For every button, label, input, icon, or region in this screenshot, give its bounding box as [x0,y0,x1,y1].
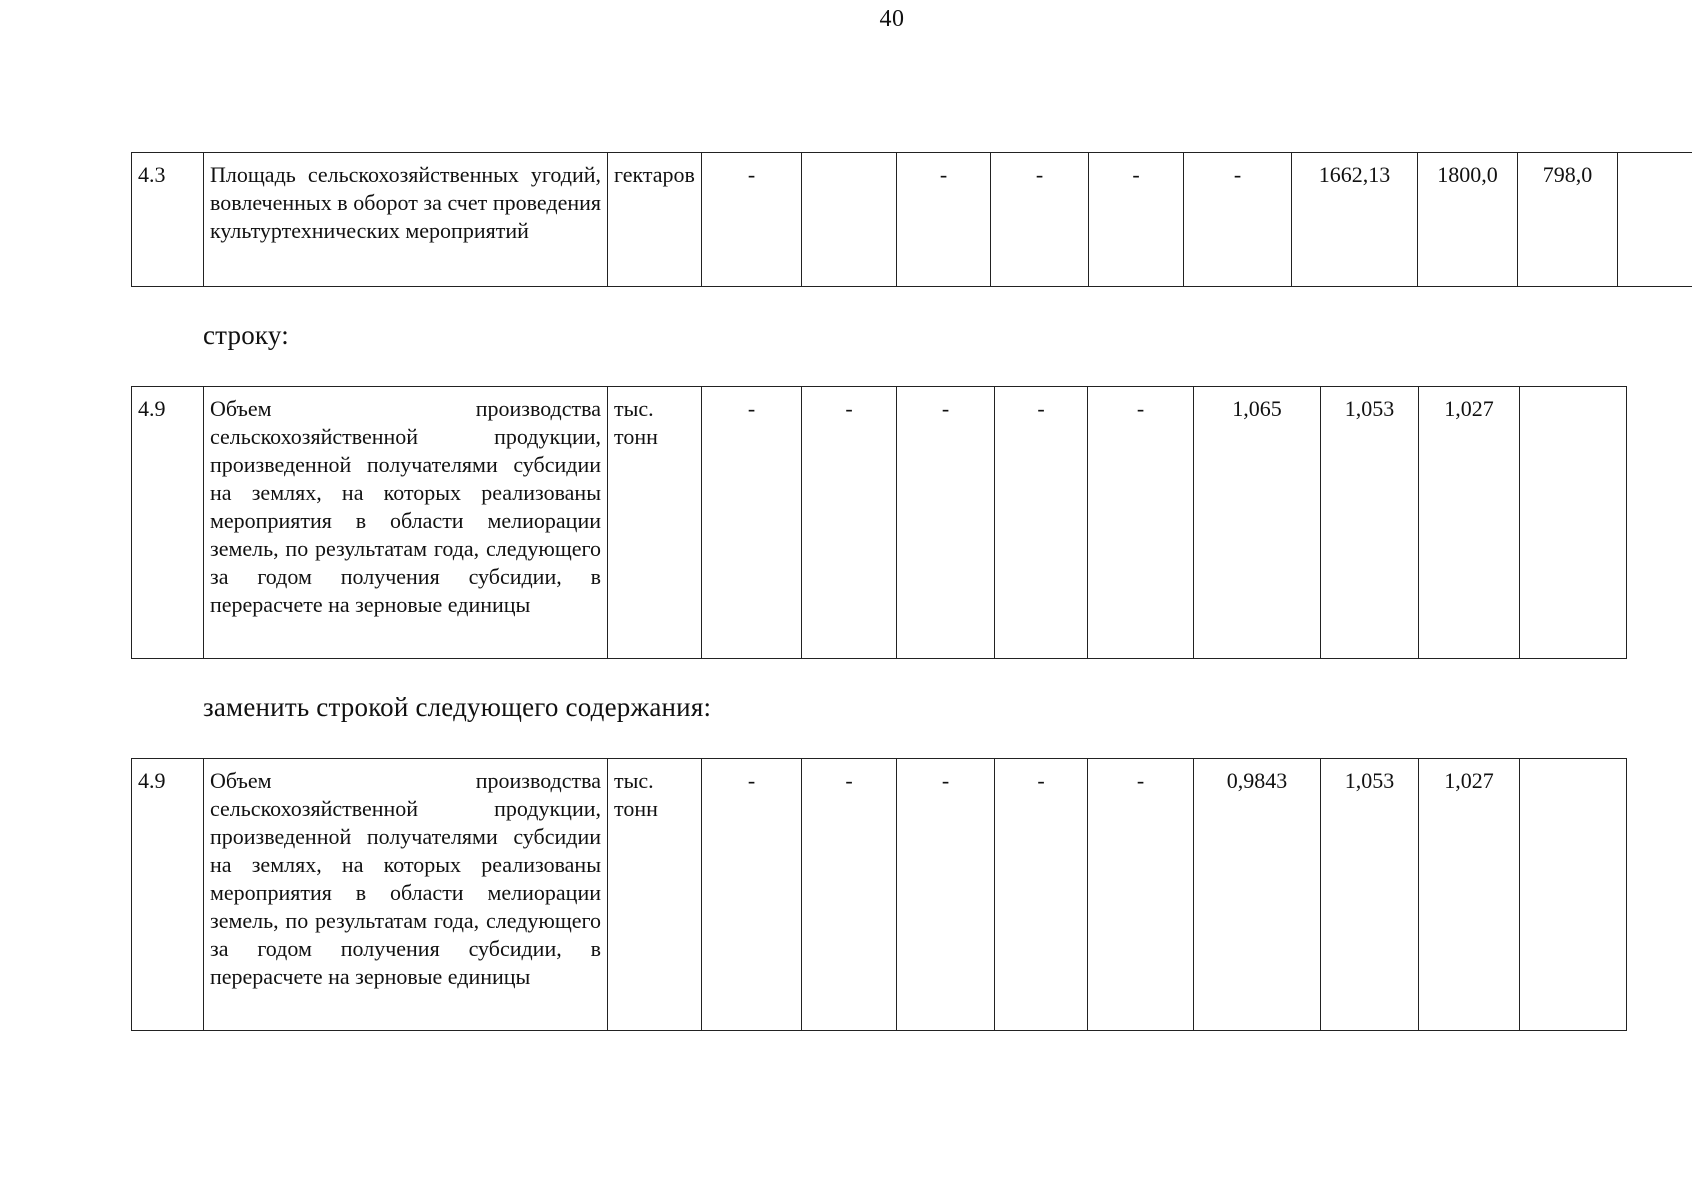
value-cell: - [897,387,995,659]
value-cell [1520,387,1627,659]
table-row-4-9-old [131,386,1627,659]
row-unit: гектаров [608,153,702,287]
table-row [132,387,1627,659]
value-cell: 1,053 [1321,387,1419,659]
value-cell: - [991,153,1089,287]
value-cell: - [897,759,995,1031]
value-cell: - [702,759,802,1031]
value-cell [1618,153,1692,287]
value-cell: 1,053 [1321,759,1419,1031]
table-row [132,759,1627,1031]
label-row: строку: [203,320,289,350]
row-number: 4.3 [132,153,204,287]
row-unit: тыс. тонн [608,387,702,659]
value-cell: - [1088,759,1194,1031]
value-cell: 1,027 [1419,387,1520,659]
value-cell [1520,759,1627,1031]
value-cell: 1,065 [1194,387,1321,659]
page-number: 40 [879,6,905,32]
value-cell: - [995,387,1088,659]
value-cell: 0,9843 [1194,759,1321,1031]
value-cell: 1662,13 [1292,153,1418,287]
value-cell: 1800,0 [1418,153,1518,287]
value-cell: - [702,153,802,287]
table-row [132,153,1692,287]
row-number: 4.9 [132,759,204,1031]
value-cell: - [897,153,991,287]
value-cell: - [1088,387,1194,659]
row-description: Площадь сельскохозяйственных угодий, вовлеченных в оборот за счет проведения культуртехнических мероприятий [204,153,608,287]
label-replace: заменить строкой следующего содержания: [203,692,712,722]
row-unit: тыс. тонн [608,759,702,1031]
row-description: Объем производства сельскохозяйственной продукции, произведенной получателями субсидии на землях, на которых реализованы мероприятия в области мелиорации земель, по результатам года, следующего за годом получения субсидии, в перерасчете на зерновые единицы [204,759,608,1031]
value-cell: - [702,387,802,659]
row-description: Объем производства сельскохозяйственной продукции, произведенной получателями субсидии на землях, на которых реализованы мероприятия в области мелиорации земель, по результатам года, следующего за годом получения субсидии, в перерасчете на зерновые единицы [204,387,608,659]
table-row-4-3 [131,152,1692,287]
value-cell: - [802,387,897,659]
value-cell: 798,0 [1518,153,1618,287]
table-row-4-9-new [131,758,1627,1031]
value-cell [802,153,897,287]
value-cell: - [1089,153,1184,287]
value-cell: - [1184,153,1292,287]
value-cell: - [802,759,897,1031]
row-number: 4.9 [132,387,204,659]
value-cell: 1,027 [1419,759,1520,1031]
value-cell: - [995,759,1088,1031]
